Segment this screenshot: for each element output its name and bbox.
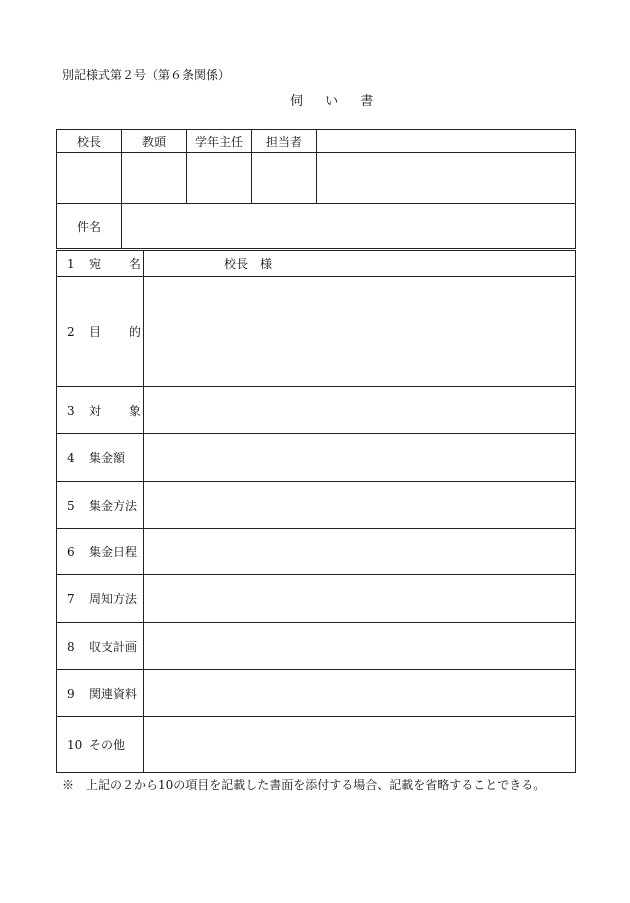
- collection-schedule-field[interactable]: [144, 529, 576, 575]
- form-number-label: 別記様式第２号（第６条関係）: [62, 68, 231, 82]
- item-row-budget-plan: [57, 623, 576, 670]
- person-in-charge-stamp-cell[interactable]: [252, 153, 317, 204]
- subject-row: [57, 204, 576, 249]
- other-field[interactable]: [144, 717, 576, 773]
- item-row-target: [57, 387, 576, 434]
- target-field[interactable]: [144, 387, 576, 434]
- item-row-other: [57, 717, 576, 773]
- approval-header-row: [57, 130, 576, 153]
- item-row-related-documents: [57, 670, 576, 717]
- item-label-amount: 4 集金額: [57, 434, 144, 482]
- item-row-amount: [57, 434, 576, 482]
- principal-stamp-cell[interactable]: [57, 153, 122, 204]
- item-label-other: 10 その他: [57, 717, 144, 773]
- vice-principal-stamp-cell[interactable]: [122, 153, 187, 204]
- item-label-related-documents: 9 関連資料: [57, 670, 144, 717]
- item-label-target: 3 対 象: [57, 387, 144, 434]
- subject-label: 件名: [57, 204, 122, 249]
- grade-head-header: 学年主任: [187, 130, 252, 153]
- notification-method-field[interactable]: [144, 575, 576, 623]
- item-row-collection-schedule: [57, 529, 576, 575]
- items-table: [56, 250, 576, 773]
- item-row-purpose: [57, 277, 576, 387]
- item-label-purpose: 2 目 的: [57, 277, 144, 387]
- approval-stamp-row: [57, 153, 576, 204]
- item-row-collection-method: [57, 482, 576, 529]
- grade-head-stamp-cell[interactable]: [187, 153, 252, 204]
- item-label-budget-plan: 8 収支計画: [57, 623, 144, 670]
- vice-principal-header: 教頭: [122, 130, 187, 153]
- item-label-collection-method: 5 集金方法: [57, 482, 144, 529]
- person-in-charge-header: 担当者: [252, 130, 317, 153]
- related-documents-field[interactable]: [144, 670, 576, 717]
- addressee-value[interactable]: 校長 様: [144, 251, 576, 277]
- item-label-collection-schedule: 6 集金日程: [57, 529, 144, 575]
- item-row-notification-method: [57, 575, 576, 623]
- item-row-addressee: [57, 251, 576, 277]
- document-title: 伺 い 書: [290, 94, 383, 109]
- collection-method-field[interactable]: [144, 482, 576, 529]
- item-label-notification-method: 7 周知方法: [57, 575, 144, 623]
- purpose-field[interactable]: [144, 277, 576, 387]
- principal-header: 校長: [57, 130, 122, 153]
- subject-field[interactable]: [122, 204, 576, 249]
- footnote: ※ 上記の２から10の項目を記載した書面を添付する場合、記載を省略することできる。: [62, 778, 546, 792]
- empty-header-cell: [317, 130, 576, 153]
- empty-stamp-cell: [317, 153, 576, 204]
- amount-field[interactable]: [144, 434, 576, 482]
- item-label-addressee: 1 宛 名: [57, 251, 144, 277]
- approval-stamp-table: [56, 129, 576, 249]
- budget-plan-field[interactable]: [144, 623, 576, 670]
